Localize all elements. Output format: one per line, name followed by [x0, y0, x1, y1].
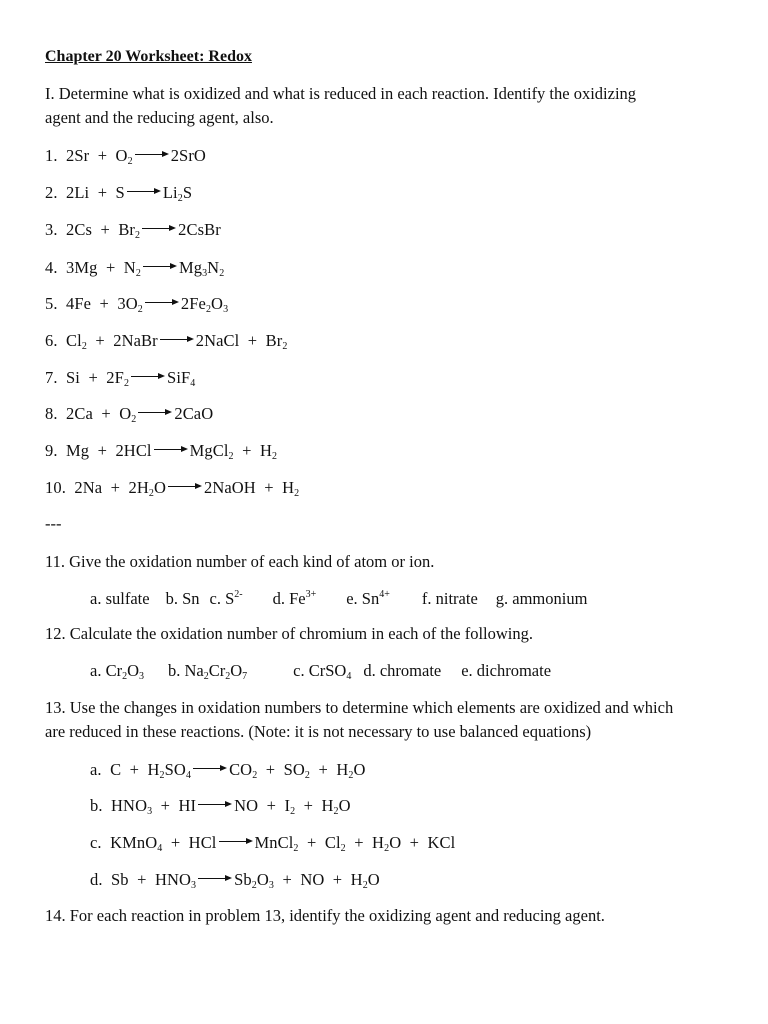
products: SiF$_4$	[167, 368, 196, 389]
products: 2SrO	[170, 146, 206, 165]
q13-reaction-4	[90, 870, 380, 890]
q12-option-3: c. CrSO$_4$	[293, 661, 352, 682]
q12-prompt: 12. Calculate the oxidation number of chromium in each of the following.	[45, 624, 533, 643]
part1-reaction-4	[45, 258, 224, 278]
q12-option-1: a. $Cr_2O_3$	[90, 661, 144, 682]
reactants: $C + H_2SO_4$	[110, 760, 192, 781]
q13-reaction-3	[90, 833, 455, 853]
products: $Mg_3N_2$	[178, 258, 225, 279]
reaction-arrow-icon	[168, 482, 202, 492]
reaction-number: 9.	[45, 441, 58, 460]
part1-reaction-8	[45, 404, 213, 424]
q11-prompt: 11. Give the oxidation number of each kind of atom or ion.	[45, 552, 435, 571]
q14-prompt: 14. For each reaction in problem 13, identify the oxidizing agent and reducing agent.	[45, 906, 605, 925]
q13-prompt-line1: 13. Use the changes in oxidation numbers to determine which elements are oxidized and which	[45, 698, 674, 717]
reactants: $HNO_3$ + HI	[111, 796, 197, 817]
reaction-number: 1.	[45, 146, 58, 165]
reaction-number: 4.	[45, 258, 58, 277]
products: $CO_2 + SO_2 + H_2O$	[229, 760, 366, 781]
q13-reaction-2	[90, 796, 351, 816]
reactants: $Cl_2$ + 2NaBr	[66, 331, 158, 352]
products: 2NaCl + $Br_2$	[195, 331, 288, 352]
reaction-number: 6.	[45, 331, 58, 350]
reaction-number: b.	[90, 796, 103, 815]
q11-option-6: f. nitrate	[421, 589, 478, 608]
separator: ---	[45, 514, 62, 533]
products: 2CsBr	[178, 220, 221, 239]
reaction-number: 8.	[45, 404, 58, 423]
reaction-arrow-icon	[198, 874, 232, 884]
reaction-arrow-icon	[127, 187, 161, 197]
reaction-arrow-icon	[138, 408, 172, 418]
reaction-arrow-icon	[142, 224, 176, 234]
q11-option-4: d. $Fe^{3+}$	[272, 589, 317, 608]
q13-reaction-1	[90, 760, 365, 780]
reaction-arrow-icon	[160, 335, 194, 345]
products: MnCl$_2$ + $Cl_2 + H_2O$ + KCl	[254, 833, 456, 854]
reactants: $Si + 2F_2$	[66, 368, 130, 389]
reactants: $4Fe + 3O_2$	[66, 294, 143, 315]
products: MgCl$_2$ + $H_2$	[189, 441, 278, 462]
reaction-arrow-icon	[219, 837, 253, 847]
reactants: $Sb + HNO_3$	[111, 870, 197, 891]
reaction-number: 5.	[45, 294, 58, 313]
products: 2CaO	[174, 404, 214, 423]
reaction-number: 10.	[45, 478, 66, 497]
part1-reaction-6	[45, 331, 287, 351]
reaction-arrow-icon	[193, 764, 227, 774]
part1-reaction-2	[45, 183, 192, 203]
q11-option-3: c. $S^{2-}$	[209, 589, 243, 608]
reactants: 2Li + S	[66, 183, 125, 202]
products: $Li_2S$	[162, 183, 193, 204]
reaction-number: 7.	[45, 368, 58, 387]
reaction-number: 3.	[45, 220, 58, 239]
part1-reaction-3	[45, 220, 221, 240]
reactants: KMnO$_4$ + HCl	[110, 833, 217, 854]
reactants: $2Ca + O_2$	[66, 404, 137, 425]
reaction-arrow-icon	[131, 372, 165, 382]
reactants: Mg + 2HCl	[66, 441, 152, 460]
q11-option-1: a. sulfate	[90, 589, 150, 608]
q11-options	[90, 589, 587, 609]
part1-reaction-1	[45, 146, 206, 166]
reaction-number: c.	[90, 833, 102, 852]
part1-instruction-line1: I. Determine what is oxidized and what is reduced in each reaction. Identify the oxidizing	[45, 84, 637, 103]
part1-reaction-7	[45, 368, 195, 388]
page-title: Chapter 20 Worksheet: Redox	[45, 48, 252, 65]
q12-option-2: b. $Na_2Cr_2O_7$	[168, 661, 248, 682]
reactants: $3Mg + N_2$	[66, 258, 141, 279]
q11-option-5: e. $Sn^{4+}$	[346, 589, 390, 608]
q12-option-5: e. dichromate	[461, 661, 552, 680]
q11-option-2: b. Sn	[165, 589, 200, 608]
q12-options	[90, 661, 551, 681]
reaction-arrow-icon	[145, 298, 179, 308]
reaction-arrow-icon	[154, 445, 188, 455]
products: $Sb_2O_3$ + NO + $H_2O$	[234, 870, 380, 891]
products: NO + $I_2 + H_2O$	[234, 796, 351, 817]
reaction-arrow-icon	[135, 150, 169, 160]
reaction-number: a.	[90, 760, 102, 779]
products: 2NaOH + $H_2$	[204, 478, 300, 499]
part1-instruction-line2: agent and the reducing agent, also.	[45, 108, 274, 127]
reactants: $2Cs + Br_2$	[66, 220, 141, 241]
products: $2Fe_2O_3$	[180, 294, 229, 315]
reaction-number: d.	[90, 870, 103, 889]
q11-option-7: g. ammonium	[495, 589, 588, 608]
reaction-arrow-icon	[198, 800, 232, 810]
part1-reaction-10	[45, 478, 299, 498]
q13-prompt-line2: are reduced in these reactions. (Note: it is not necessary to use balanced equations)	[45, 722, 592, 741]
reactants: $2Na + 2H_2O$	[74, 478, 166, 499]
reaction-number: 2.	[45, 183, 58, 202]
q12-option-4: d. chromate	[363, 661, 442, 680]
reactants: $2Sr + O_2$	[66, 146, 133, 167]
part1-reaction-5	[45, 294, 228, 314]
part1-reaction-9	[45, 441, 277, 461]
reaction-arrow-icon	[143, 262, 177, 272]
